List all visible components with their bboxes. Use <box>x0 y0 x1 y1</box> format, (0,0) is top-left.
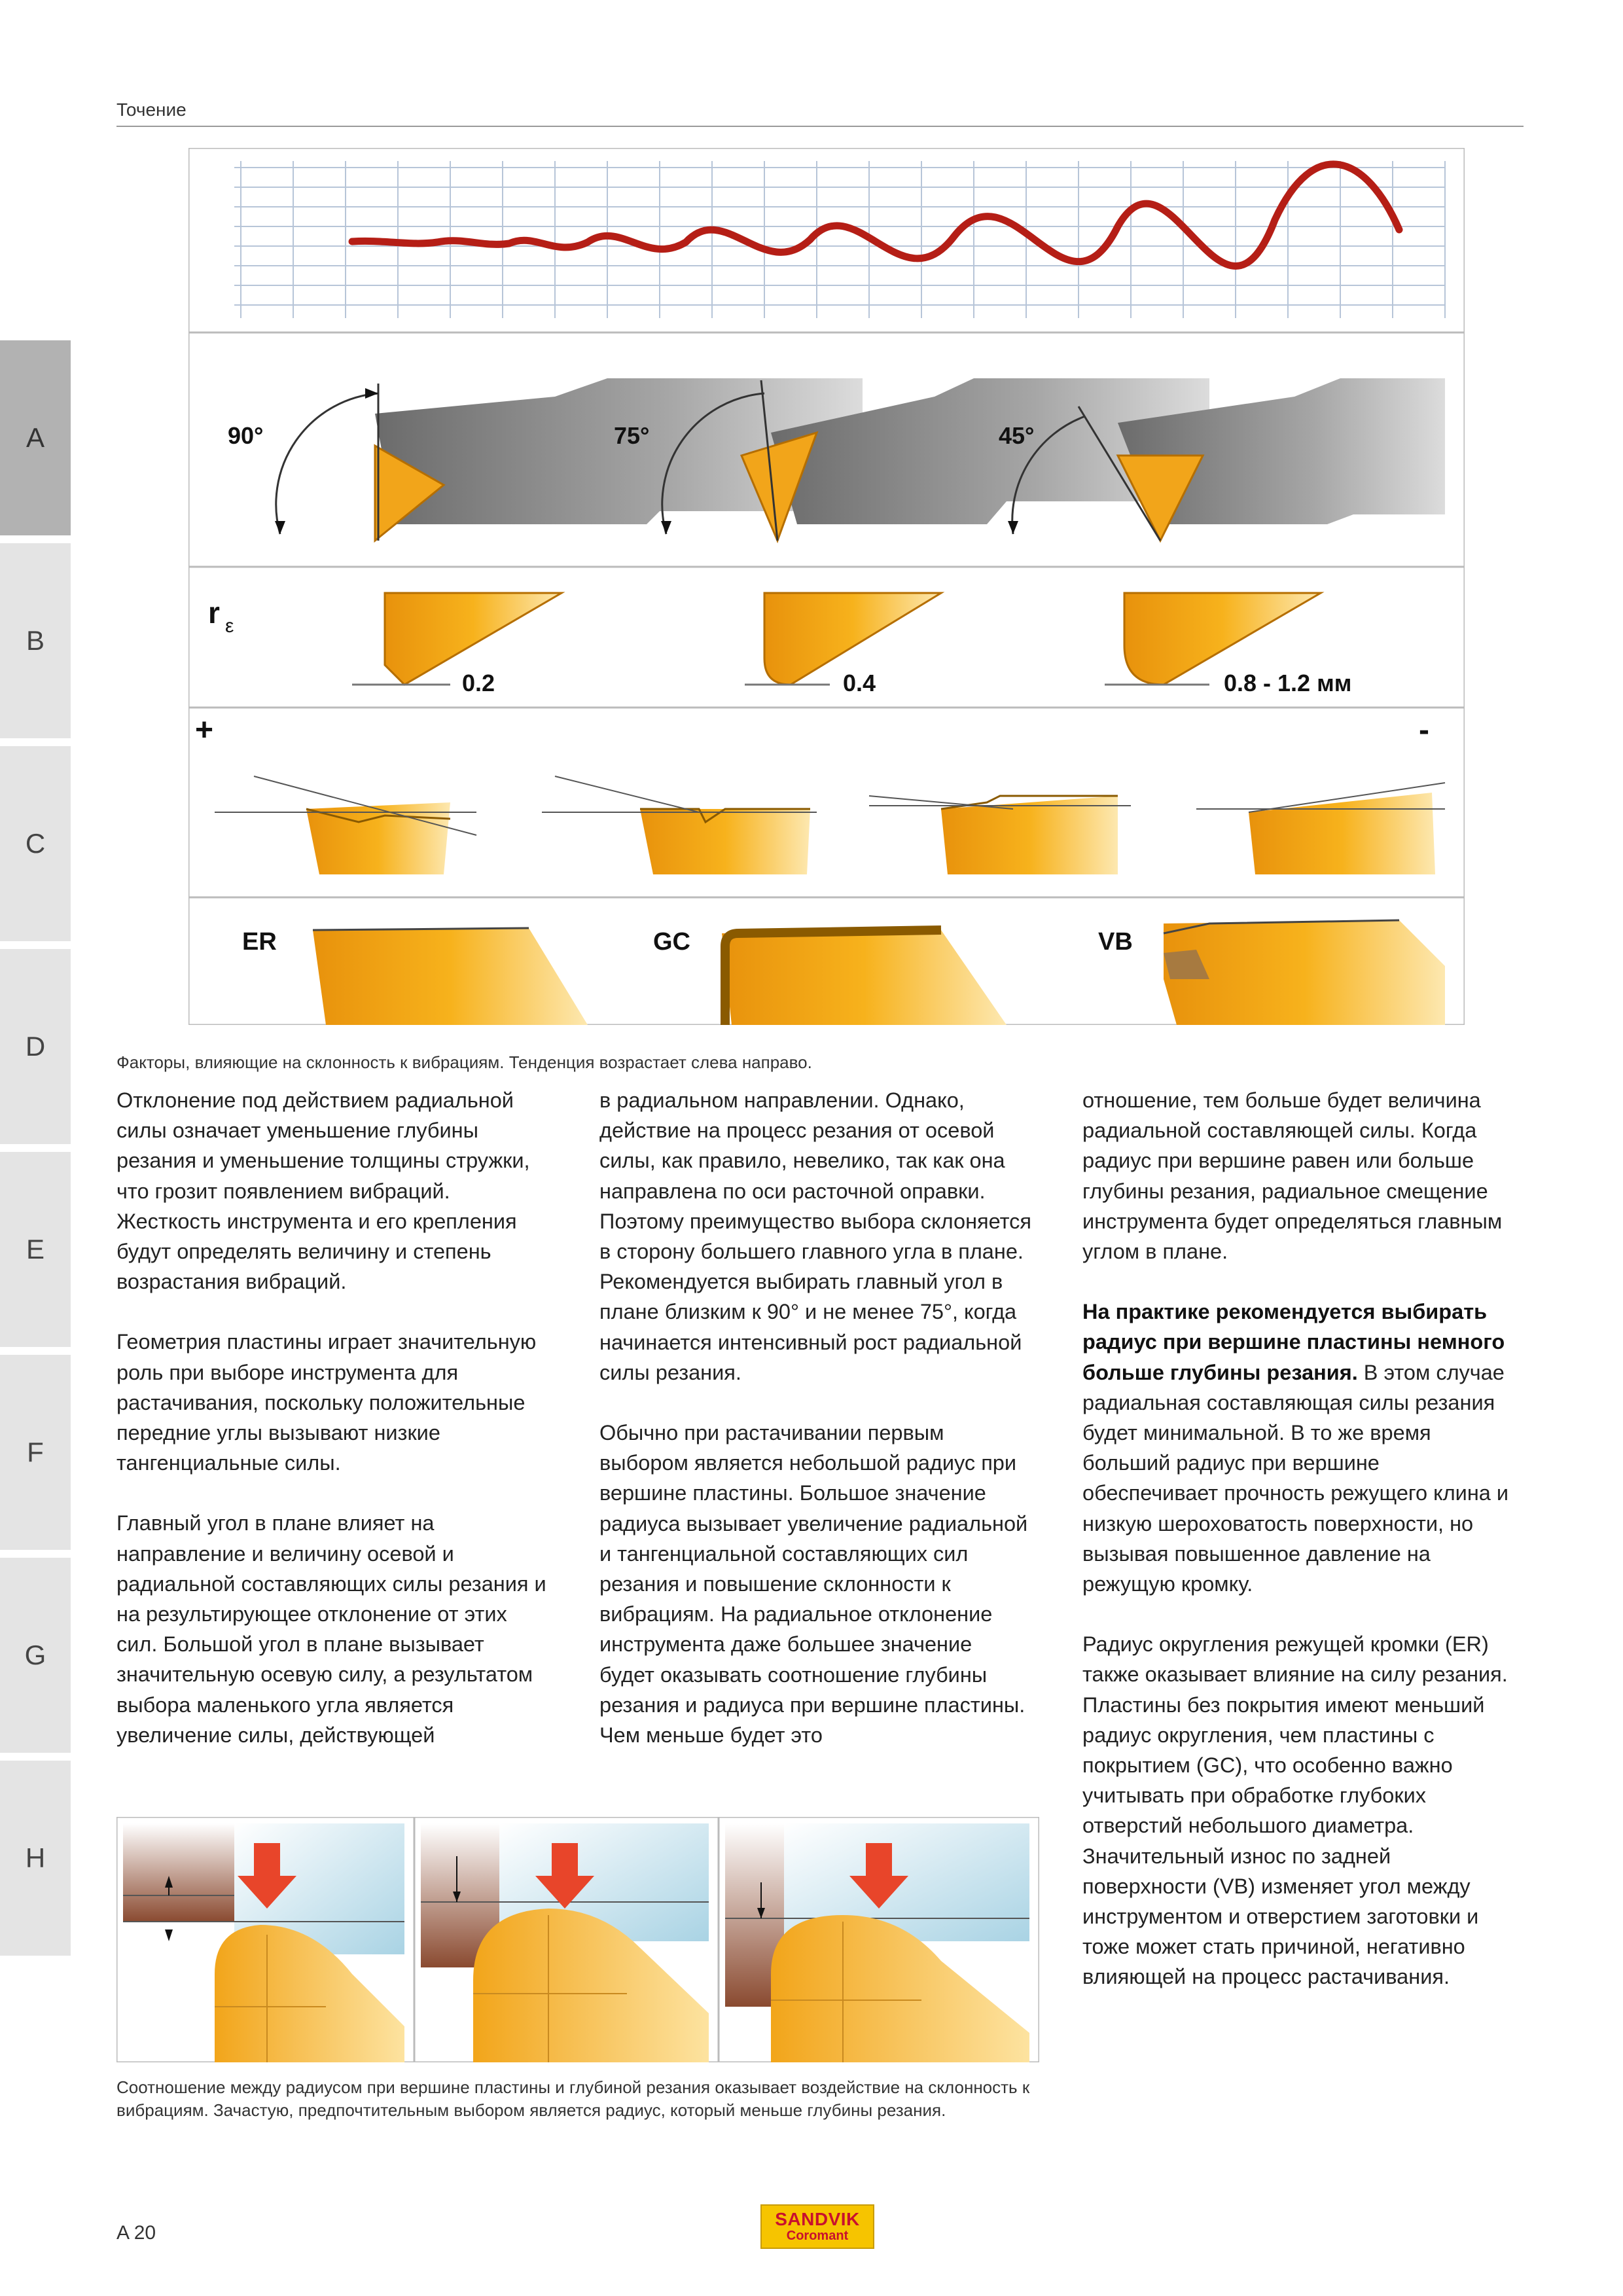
edge-label-er: ER <box>242 928 277 956</box>
side-tab-h[interactable]: H <box>0 1758 71 1956</box>
side-tab-a[interactable]: A <box>0 338 71 535</box>
radius-value-2: 0.4 <box>843 670 876 696</box>
radius-value-1: 0.2 <box>462 670 495 696</box>
side-tab-g[interactable]: G <box>0 1555 71 1753</box>
column3-paragraph-3: Радиус округления режущей кромки (ER) также оказывает влияние на силу резания. Пластины без покрытия имеют меньший радиус округления, чем пластины с покрытием (GC), что особенно важно учитывать при обработке глубоких отверстий небольшого диаметра. Значительный износ по задней поверхности (VB) изменяет угол между инструментом и отверстием заготовки и тоже может стать причиной, негативно влияющей на процесс растачивания. <box>1082 1632 1508 1989</box>
text-column-1 <box>116 1085 548 1780</box>
sandvik-logo <box>760 2204 874 2249</box>
side-tab-c[interactable]: C <box>0 744 71 941</box>
edge-preparation-panel <box>242 920 1445 1025</box>
recommendation-text: В этом случае радиальная составляющая силы резания будет минимальной. В то же время больший радиус при вершине обеспечивает прочность режущего клина и низкую шероховатость поверхности, но вызывая повышенное давление на режущую кромку. <box>1082 1360 1509 1596</box>
column2-paragraph-1: в радиальном направлении. Однако, действие на процесс резания от осевой силы, как правило, невелико, так как она направлена по оси расточной оправки. Поэтому преимущество выбора склоняется в сторону большего главного угла в плане. Рекомендуется выбирать главный угол в плане близким к 90° и не менее 75°, когда начинается интенсивный рост радиальной силы резания. <box>599 1088 1031 1384</box>
side-tab-b[interactable]: B <box>0 541 71 738</box>
plus-sign: + <box>195 713 214 747</box>
column1-paragraph-2: Геометрия пластины играет значительную роль при выборе инструмента для растачивания, поскольку положительные передние углы вызывают низкие тангенциальные силы. <box>116 1330 537 1475</box>
angle-label-90: 90° <box>228 422 264 449</box>
column3-paragraph-1: отношение, тем больше будет величина радиальной составляющей силы. Когда радиус при вершине равен или больше глубины резания, радиальное смещение инструмента будет определяться главным углом в плане. <box>1082 1088 1503 1264</box>
figure2-caption: Соотношение между радиусом при вершине пластины и глубиной резания оказывает воздействие на склонность к вибрациям. Зачастую, предпочтительным выбором является радиус, который меньше глубины резания. <box>116 2077 1030 2120</box>
angle-label-45: 45° <box>999 422 1035 449</box>
radius-value-3: 0.8 - 1.2 мм <box>1224 670 1352 696</box>
edge-label-gc: GC <box>653 928 690 956</box>
minus-sign: - <box>1419 713 1429 747</box>
edge-label-vb: VB <box>1098 928 1133 956</box>
side-tab-e[interactable]: E <box>0 1149 71 1347</box>
angle-label-75: 75° <box>614 422 650 449</box>
text-column-2 <box>599 1085 1031 1780</box>
column1-paragraph-3: Главный угол в плане влияет на направление и величину осевой и радиальной составляющих силы резания и на результирующее отклонение от этих сил. Большой угол в плане вызывает значительную осевую силу, а результатом выбора маленького угла является увеличение силы, действующей <box>116 1511 546 1747</box>
vibration-factors-figure <box>188 148 1465 1025</box>
section-title: Точение <box>116 99 187 120</box>
logo-text-top: SANDVIK <box>775 2209 860 2229</box>
nose-radius-depth-figure <box>116 1817 1039 2062</box>
recommendation-bold: На практике рекомендуется выбирать радиус при вершине пластины немного больше глубины резания. <box>1082 1300 1505 1384</box>
side-tab-f[interactable]: F <box>0 1352 71 1550</box>
column3-paragraph-2 <box>1082 1297 1514 1599</box>
page-number: A 20 <box>116 2222 156 2244</box>
radius-subscript: ε <box>225 615 234 637</box>
column2-paragraph-2: Обычно при растачивании первым выбором является небольшой радиус при вершине пластины. Большое значение радиуса вызывает увеличение радиальной и тангенциальной составляющих сил резания и повышение склонности к вибрациям. На радиальное отклонение инструмента даже большее значение будет оказывать соотношение глубины резания и радиуса при вершине пластины. Чем меньше будет это <box>599 1421 1028 1748</box>
logo-text-bottom: Coromant <box>786 2229 849 2243</box>
figure1-caption: Факторы, влияющие на склонность к вибрациям. Тенденция возрастает слева направо. <box>116 1052 812 1072</box>
text-column-3 <box>1082 1085 1514 2022</box>
column1-paragraph-1: Отклонение под действием радиальной силы означает уменьшение глубины резания и уменьшение толщины стружки, что грозит появлением вибраций. Жесткость инструмента и его крепления будут определять величину и степень возрастания вибраций. <box>116 1088 530 1294</box>
radius-symbol: r <box>208 596 220 630</box>
header-rule <box>116 126 1524 127</box>
side-tab-d[interactable]: D <box>0 946 71 1144</box>
